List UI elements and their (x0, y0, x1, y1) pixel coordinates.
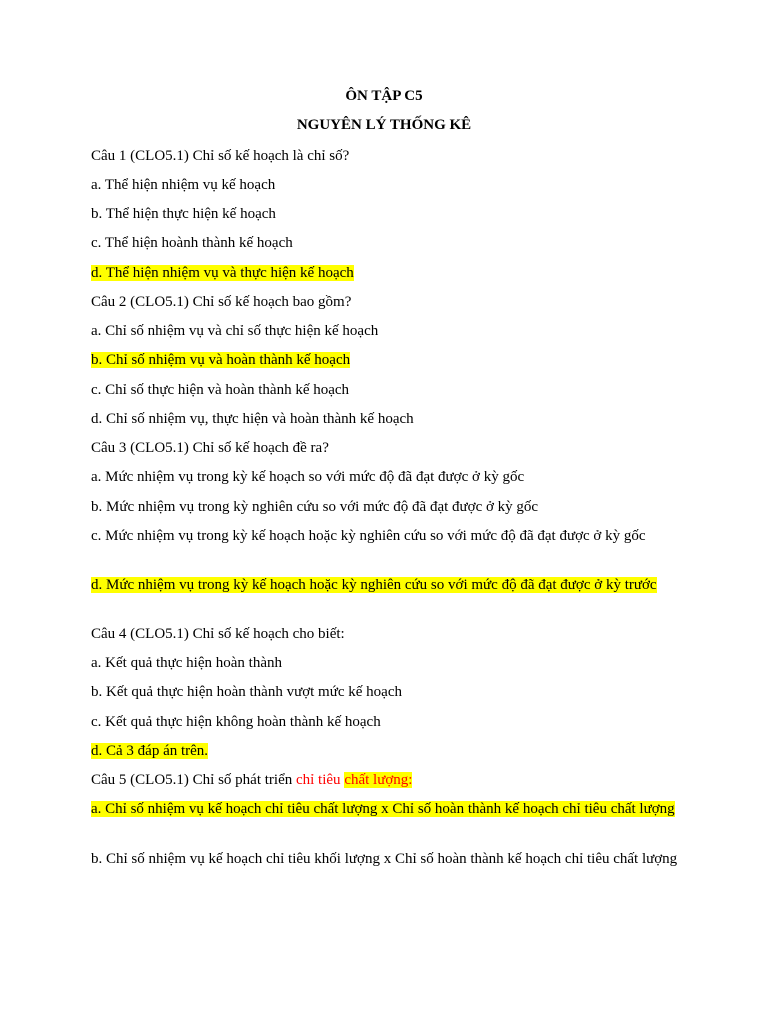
q5-option-b: b. Chỉ số nhiệm vụ kế hoạch chỉ tiêu khối lượng x Chỉ số hoàn thành kế hoạch chỉ tiêu chất lượng (91, 851, 678, 867)
answer-highlight: d. Mức nhiệm vụ trong kỳ kế hoạch hoặc kỳ nghiên cứu so với mức độ đã đạt được ở kỳ trước (91, 577, 657, 593)
q4-option-c: c. Kết quả thực hiện không hoàn thành kế hoạch (91, 714, 381, 730)
answer-highlight: b. Chỉ số nhiệm vụ và hoàn thành kế hoạch (91, 352, 351, 368)
q4-option-a: a. Kết quả thực hiện hoàn thành (91, 655, 282, 671)
q4-option-d-answer (91, 741, 681, 761)
document-subtitle: NGUYÊN LÝ THỐNG KÊ (296, 117, 472, 133)
question-5-text: Câu 5 (CLO5.1) Chỉ số phát triển (91, 772, 296, 788)
question-5-red-text: chỉ tiêu (295, 772, 345, 788)
question-2: Câu 2 (CLO5.1) Chỉ số kế hoạch bao gồm? (91, 294, 352, 310)
q2-option-b-answer (91, 350, 681, 370)
q3-option-b: b. Mức nhiệm vụ trong kỳ nghiên cứu so với mức độ đã đạt được ở kỳ gốc (91, 499, 539, 515)
q3-option-a: a. Mức nhiệm vụ trong kỳ kế hoạch so với mức độ đã đạt được ở kỳ gốc (91, 469, 525, 485)
q2-option-c: c. Chỉ số thực hiện và hoàn thành kế hoạch (91, 382, 350, 398)
question-4: Câu 4 (CLO5.1) Chỉ số kế hoạch cho biết: (91, 626, 345, 642)
q1-option-d-answer (91, 263, 681, 283)
q2-option-a: a. Chỉ số nhiệm vụ và chỉ số thực hiện kế hoạch (91, 323, 379, 339)
q3-option-d-answer (91, 575, 681, 595)
q1-option-b: b. Thể hiện thực hiện kế hoạch (91, 206, 276, 222)
q1-option-c: c. Thể hiện hoành thành kế hoạch (91, 235, 293, 251)
q4-option-b: b. Kết quả thực hiện hoàn thành vượt mức kế hoạch (91, 684, 402, 700)
q3-option-c: c. Mức nhiệm vụ trong kỳ kế hoạch hoặc kỳ nghiên cứu so với mức độ đã đạt được ở kỳ gốc (91, 528, 646, 544)
question-3: Câu 3 (CLO5.1) Chỉ số kế hoạch đề ra? (91, 440, 329, 456)
question-5-red-highlight: chất lượng: (344, 772, 413, 788)
document-title: ÔN TẬP C5 (345, 88, 423, 104)
answer-highlight: a. Chỉ số nhiệm vụ kế hoạch chỉ tiêu chất lượng x Chỉ số hoàn thành kế hoạch chỉ tiêu chất lượng (91, 801, 675, 817)
answer-highlight: d. Thể hiện nhiệm vụ và thực hiện kế hoạch (91, 265, 354, 281)
q5-option-a-answer (91, 799, 681, 819)
answer-highlight: d. Cả 3 đáp án trên. (91, 743, 209, 759)
q1-option-a: a. Thể hiện nhiệm vụ kế hoạch (91, 177, 276, 193)
q2-option-d: d. Chỉ số nhiệm vụ, thực hiện và hoàn thành kế hoạch (91, 411, 414, 427)
question-1: Câu 1 (CLO5.1) Chỉ số kế hoạch là chỉ số? (91, 148, 350, 164)
question-5 (91, 770, 681, 790)
